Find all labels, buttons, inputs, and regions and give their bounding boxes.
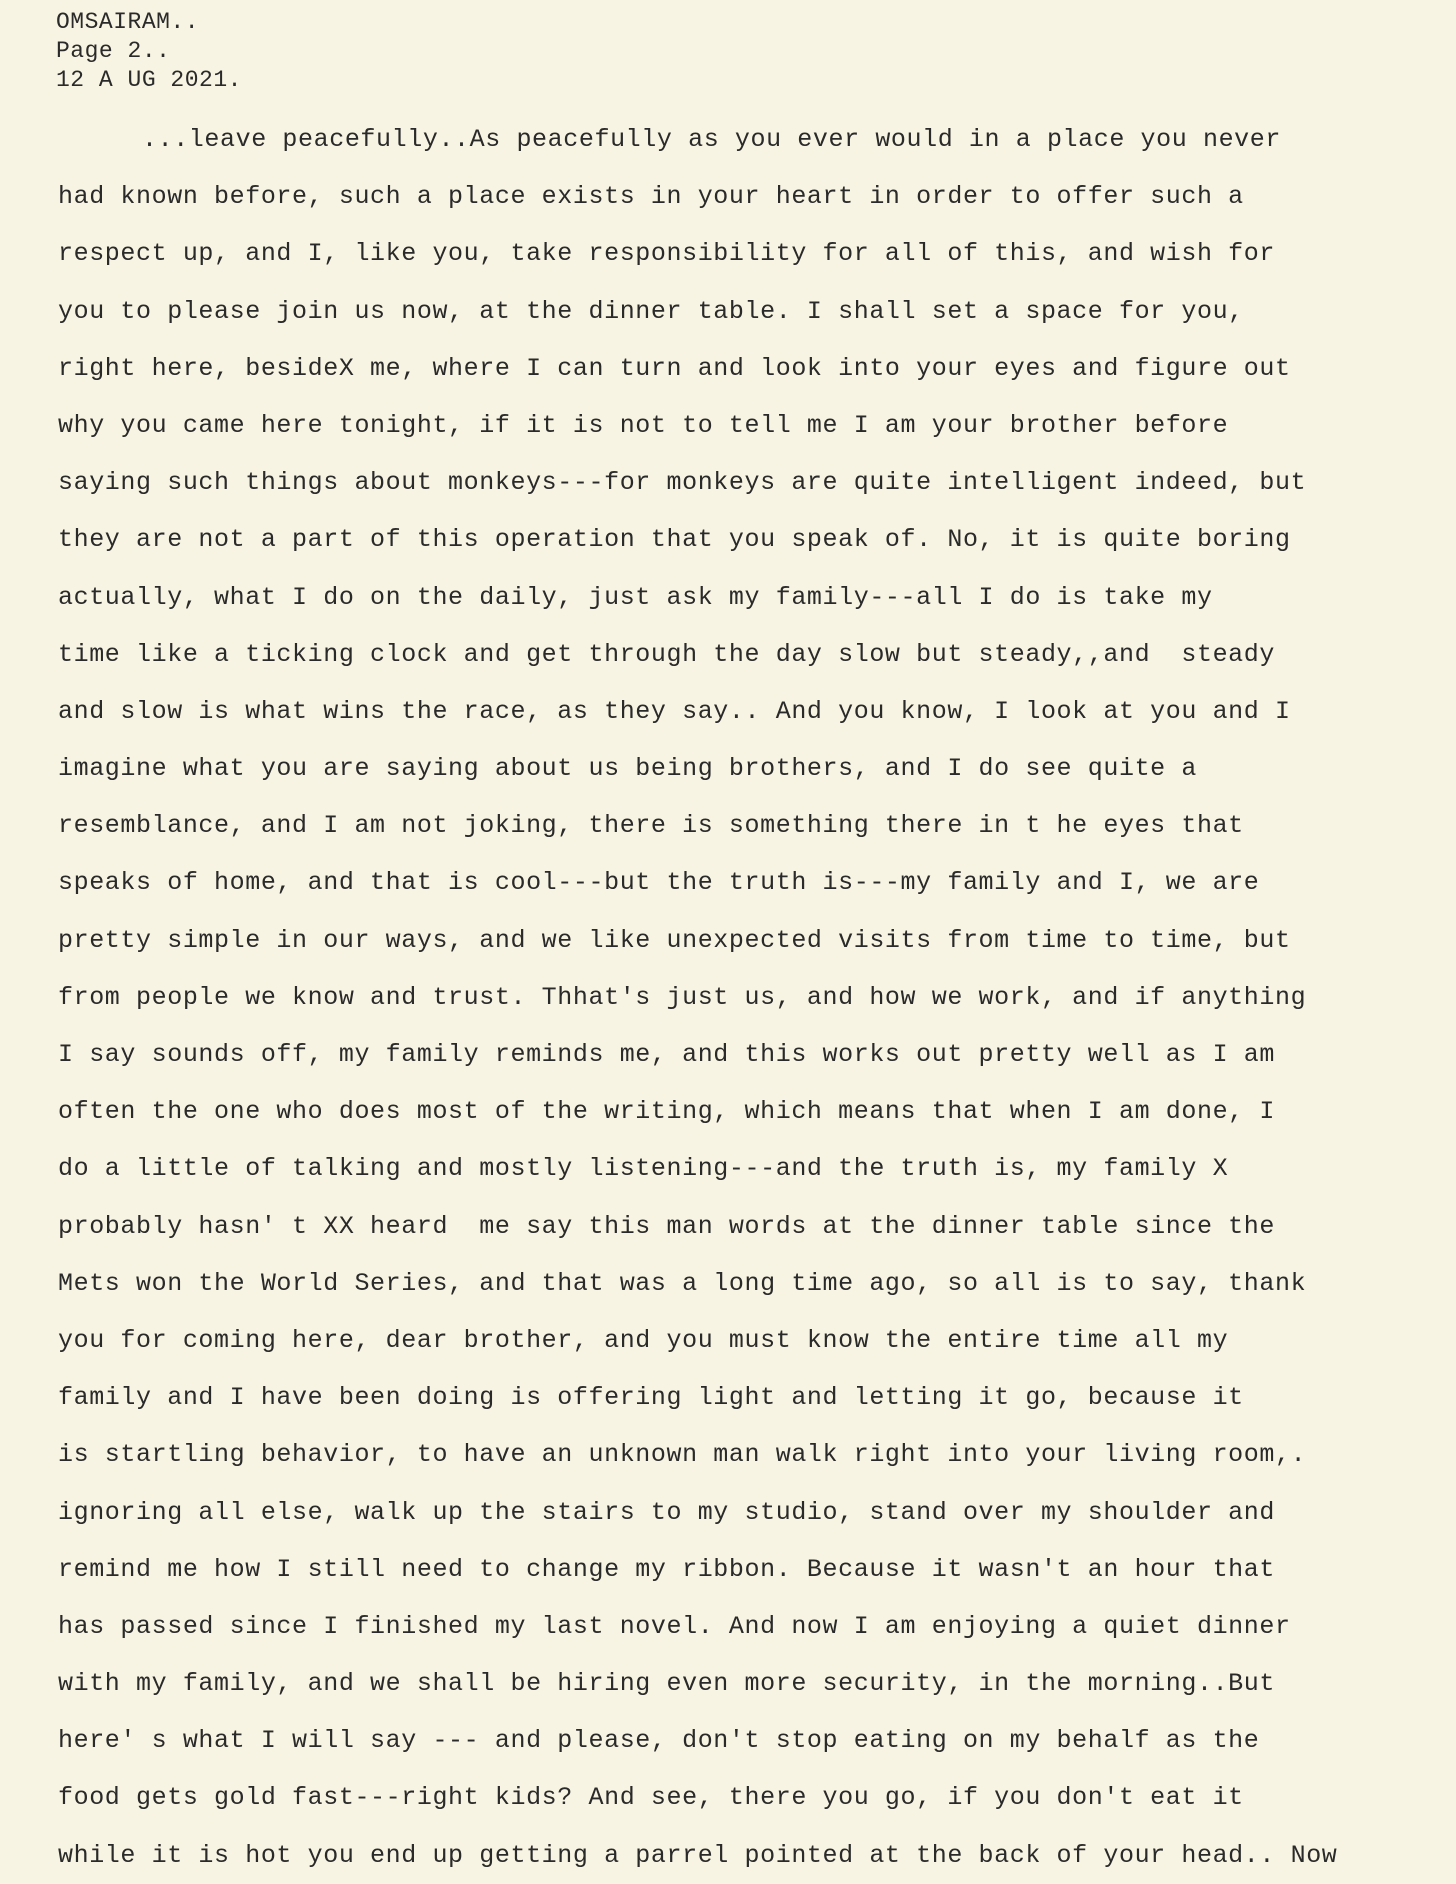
page-number: Page 2.. bbox=[56, 38, 171, 64]
text-line: remind me how I still need to change my ribbon. Because it wasn't an hour that bbox=[58, 1554, 1275, 1584]
text-line: probably hasn' t XX heard me say this man words at the dinner table since the bbox=[58, 1211, 1275, 1241]
text-line: is startling behavior, to have an unknown man walk right into your living room,. bbox=[58, 1440, 1307, 1470]
text-line: and slow is what wins the race, as they say.. And you know, I look at you and I bbox=[58, 696, 1291, 726]
text-line: actually, what I do on the daily, just ask my family---all I do is take my bbox=[58, 582, 1213, 612]
text-line: I say sounds off, my family reminds me, and this works out pretty well as I am bbox=[58, 1040, 1275, 1069]
text-line: Mets won the World Series, and that was a long time ago, so all is to say, thank bbox=[58, 1268, 1307, 1298]
body-text bbox=[58, 122, 1448, 1884]
text-line: had known before, such a place exists in your heart in order to offer such a bbox=[58, 182, 1244, 212]
text-line: here' s what I will say --- and please, don't stop eating on my behalf as the bbox=[58, 1726, 1260, 1756]
text-line: resemblance, and I am not joking, there is something there in t he eyes that bbox=[58, 811, 1244, 841]
page-date: 12 A UG 2021. bbox=[56, 67, 242, 93]
text-line: ...leave peacefully..As peacefully as you ever would in a place you never bbox=[142, 125, 1281, 154]
page-header bbox=[56, 8, 242, 95]
text-line: ignoring all else, walk up the stairs to my studio, stand over my shoulder and bbox=[58, 1497, 1275, 1527]
header-title: OMSAIRAM.. bbox=[56, 9, 200, 35]
text-line: respect up, and I, like you, take responsibility for all of this, and wish for bbox=[58, 239, 1275, 269]
text-line: from people we know and trust. Thhat's just us, and how we work, and if anything bbox=[58, 982, 1307, 1012]
text-line: saying such things about monkeys---for monkeys are quite intelligent indeed, but bbox=[58, 468, 1307, 498]
text-line: with my family, and we shall be hiring even more security, in the morning..But bbox=[58, 1669, 1275, 1699]
text-line: pretty simple in our ways, and we like unexpected visits from time to time, but bbox=[58, 925, 1291, 955]
text-line: family and I have been doing is offering light and letting it go, because it bbox=[58, 1383, 1244, 1413]
text-line: right here, besideX me, where I can turn and look into your eyes and figure out bbox=[58, 353, 1291, 383]
text-line: while it is hot you end up getting a parrel pointed at the back of your head.. Now bbox=[58, 1840, 1338, 1870]
text-line: has passed since I finished my last novel. And now I am enjoying a quiet dinner bbox=[58, 1611, 1291, 1641]
text-line: speaks of home, and that is cool---but the truth is---my family and I, we are bbox=[58, 868, 1260, 898]
text-line: they are not a part of this operation that you speak of. No, it is quite boring bbox=[58, 525, 1291, 555]
text-line: food gets gold fast---right kids? And see, there you go, if you don't eat it bbox=[58, 1783, 1244, 1813]
text-line: time like a ticking clock and get through the day slow but steady,,and steady bbox=[58, 639, 1275, 669]
text-line: you to please join us now, at the dinner table. I shall set a space for you, bbox=[58, 296, 1244, 326]
text-line: do a little of talking and mostly listening---and the truth is, my family X bbox=[58, 1154, 1229, 1184]
text-line: why you came here tonight, if it is not to tell me I am your brother before bbox=[58, 410, 1229, 440]
text-line: you for coming here, dear brother, and you must know the entire time all my bbox=[58, 1325, 1229, 1355]
text-line: often the one who does most of the writing, which means that when I am done, I bbox=[58, 1097, 1275, 1127]
text-line: imagine what you are saying about us being brothers, and I do see quite a bbox=[58, 754, 1197, 784]
